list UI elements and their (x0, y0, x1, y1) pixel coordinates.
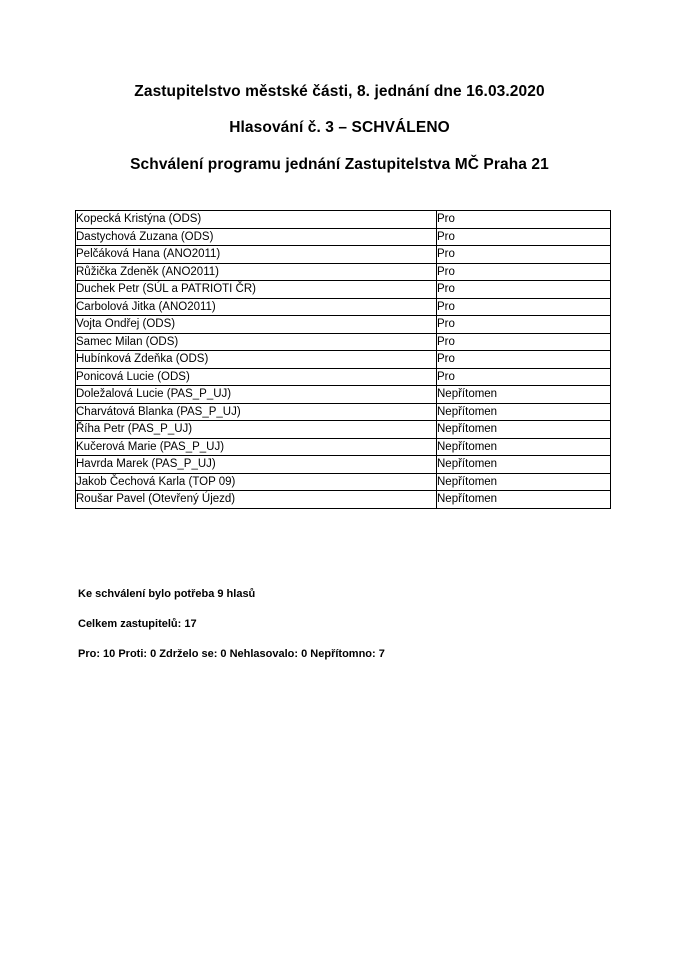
vote-value-cell: Nepřítomen (437, 473, 611, 491)
member-name-cell: Růžička Zdeněk (ANO2011) (76, 263, 437, 281)
table-row (76, 491, 611, 509)
vote-value-cell: Nepřítomen (437, 403, 611, 421)
member-name-cell: Vojta Ondřej (ODS) (76, 316, 437, 334)
member-name-cell: Duchek Petr (SÚL a PATRIOTI ČR) (76, 281, 437, 299)
table-row (76, 333, 611, 351)
table-row (76, 438, 611, 456)
vote-value-cell: Pro (437, 263, 611, 281)
member-name-cell: Havrda Marek (PAS_P_UJ) (76, 456, 437, 474)
vote-value-cell: Pro (437, 316, 611, 334)
table-row (76, 421, 611, 439)
member-name-cell: Doležalová Lucie (PAS_P_UJ) (76, 386, 437, 404)
vote-value-cell: Nepřítomen (437, 386, 611, 404)
vote-value-cell: Nepřítomen (437, 438, 611, 456)
table-row (76, 473, 611, 491)
member-name-cell: Dastychová Zuzana (ODS) (76, 228, 437, 246)
table-row (76, 211, 611, 229)
table-row (76, 298, 611, 316)
member-name-cell: Ponicová Lucie (ODS) (76, 368, 437, 386)
table-row (76, 316, 611, 334)
member-name-cell: Kopecká Kristýna (ODS) (76, 211, 437, 229)
vote-results-line: Pro: 10 Proti: 0 Zdrželo se: 0 Nehlasovalo: 0 Nepřítomno: 7 (78, 648, 385, 660)
vote-value-cell: Nepřítomen (437, 456, 611, 474)
member-name-cell: Kučerová Marie (PAS_P_UJ) (76, 438, 437, 456)
member-name-cell: Říha Petr (PAS_P_UJ) (76, 421, 437, 439)
vote-result-title: Hlasování č. 3 – SCHVÁLENO (229, 119, 450, 136)
vote-value-cell: Pro (437, 211, 611, 229)
meeting-title: Zastupitelstvo městské části, 8. jednání dne 16.03.2020 (134, 83, 545, 100)
member-name-cell: Jakob Čechová Karla (TOP 09) (76, 473, 437, 491)
vote-value-cell: Nepřítomen (437, 421, 611, 439)
vote-value-cell: Pro (437, 351, 611, 369)
vote-table (75, 210, 611, 509)
vote-value-cell: Nepřítomen (437, 491, 611, 509)
table-row (76, 386, 611, 404)
vote-value-cell: Pro (437, 298, 611, 316)
total-members-line: Celkem zastupitelů: 17 (78, 618, 197, 630)
member-name-cell: Pelčáková Hana (ANO2011) (76, 246, 437, 264)
vote-value-cell: Pro (437, 281, 611, 299)
table-row (76, 368, 611, 386)
member-name-cell: Hubínková Zdeňka (ODS) (76, 351, 437, 369)
vote-value-cell: Pro (437, 368, 611, 386)
table-row (76, 246, 611, 264)
vote-table-body (76, 211, 611, 509)
table-row (76, 403, 611, 421)
table-row (76, 228, 611, 246)
member-name-cell: Roušar Pavel (Otevřený Újezd) (76, 491, 437, 509)
table-row (76, 351, 611, 369)
vote-value-cell: Pro (437, 228, 611, 246)
table-row (76, 456, 611, 474)
agenda-item-title: Schválení programu jednání Zastupitelstva MČ Praha 21 (130, 156, 549, 173)
vote-value-cell: Pro (437, 333, 611, 351)
member-name-cell: Charvátová Blanka (PAS_P_UJ) (76, 403, 437, 421)
member-name-cell: Samec Milan (ODS) (76, 333, 437, 351)
vote-value-cell: Pro (437, 246, 611, 264)
member-name-cell: Carbolová Jitka (ANO2011) (76, 298, 437, 316)
required-votes-line: Ke schválení bylo potřeba 9 hlasů (78, 588, 256, 600)
table-row (76, 263, 611, 281)
table-row (76, 281, 611, 299)
